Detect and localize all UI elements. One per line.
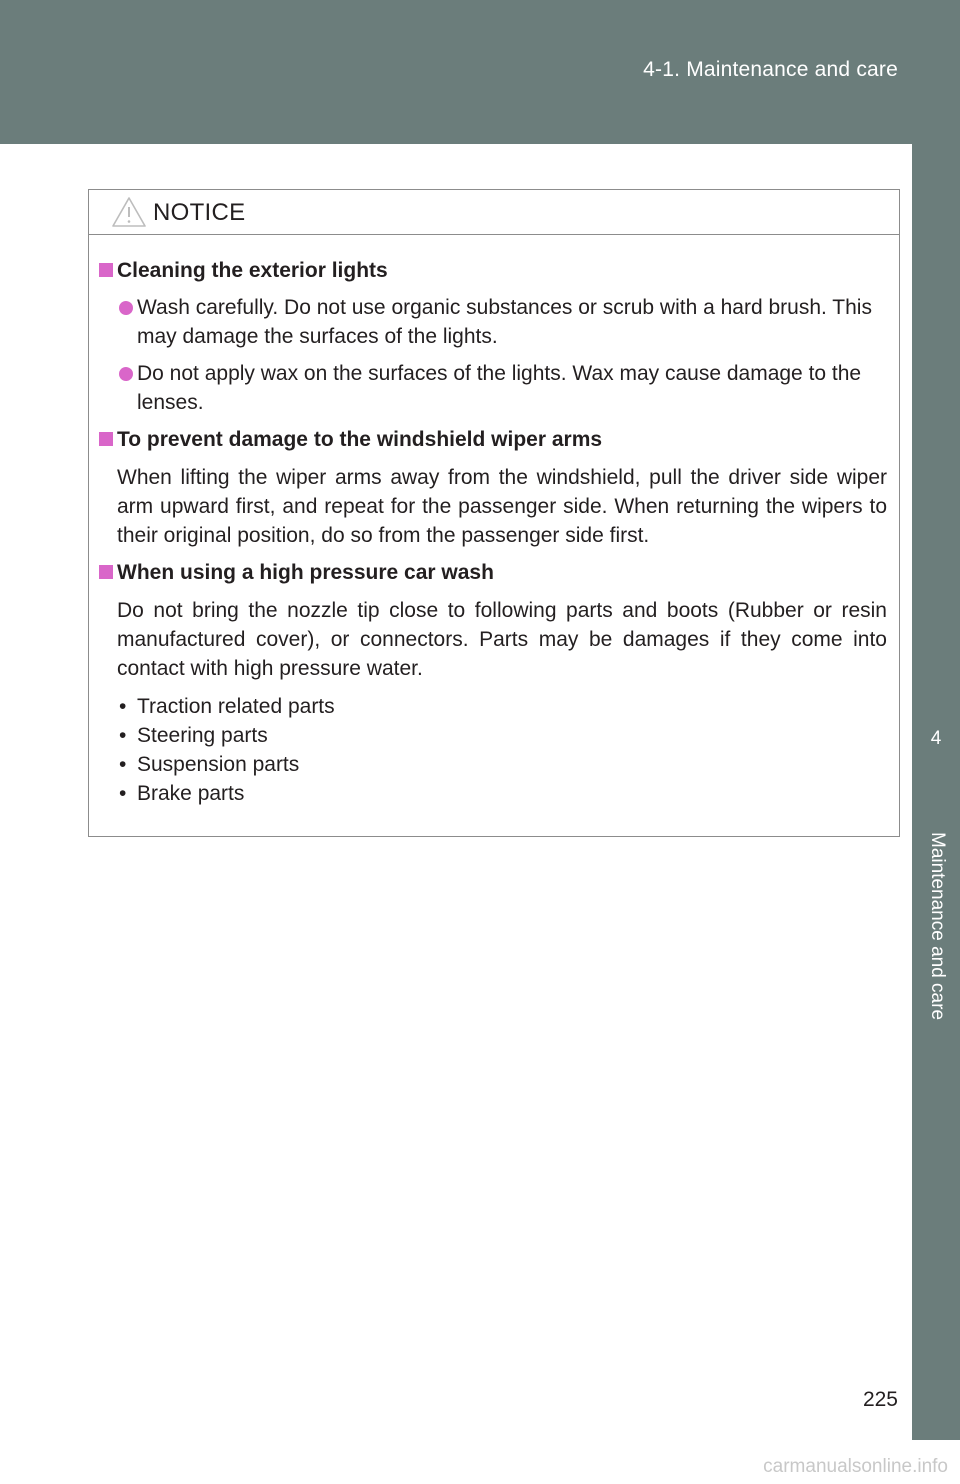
- circle-bullet-icon: [119, 367, 133, 381]
- parts-list: [99, 692, 887, 808]
- section-heading: [99, 256, 887, 285]
- list-item-text: Do not apply wax on the surfaces of the lights. Wax may cause damage to the lenses.: [137, 362, 862, 414]
- notice-title: NOTICE: [153, 199, 246, 226]
- section-heading-text: To prevent damage to the windshield wiper arms: [117, 428, 603, 451]
- section-heading: [99, 558, 887, 587]
- parts-list-item: • Suspension parts: [117, 750, 887, 779]
- list-item: [99, 293, 887, 351]
- list-item-text: Wash carefully. Do not use organic substances or scrub with a hard brush. This may damage the surfaces of the lights.: [137, 296, 872, 348]
- section-heading-text: When using a high pressure car wash: [117, 561, 494, 584]
- section-heading-text: Cleaning the exterior lights: [117, 259, 388, 282]
- parts-list-item: • Traction related parts: [117, 692, 887, 721]
- section-title: 4-1. Maintenance and care: [643, 58, 898, 81]
- list-item: [99, 359, 887, 417]
- side-tab-upper: [912, 144, 960, 690]
- side-tab-chapter: [912, 690, 960, 820]
- section-heading: [99, 425, 887, 454]
- paragraph: When lifting the wiper arms away from the windshield, pull the driver side wiper arm upward first, and repeat for the passenger side. When returning the wipers to their original position, do so from the passenger side first.: [117, 466, 887, 547]
- square-bullet-icon: [99, 263, 113, 277]
- notice-body: [89, 256, 899, 808]
- notice-box: [88, 189, 900, 837]
- watermark: carmanualsonline.info: [763, 1456, 948, 1477]
- square-bullet-icon: [99, 432, 113, 446]
- circle-bullet-icon: [119, 301, 133, 315]
- page-number: 225: [862, 1388, 898, 1411]
- chapter-title: Maintenance and care: [927, 832, 948, 1021]
- paragraph: Do not bring the nozzle tip close to following parts and boots (Rubber or resin manufactured cover), or connectors. Parts may be damages if they come into contact with high pressure water.: [117, 599, 887, 680]
- parts-list-item: • Steering parts: [117, 721, 887, 750]
- chapter-number: 4: [930, 728, 942, 749]
- notice-header: [89, 190, 899, 235]
- parts-list-item: • Brake parts: [117, 779, 887, 808]
- warning-triangle-icon: [111, 196, 147, 228]
- square-bullet-icon: [99, 565, 113, 579]
